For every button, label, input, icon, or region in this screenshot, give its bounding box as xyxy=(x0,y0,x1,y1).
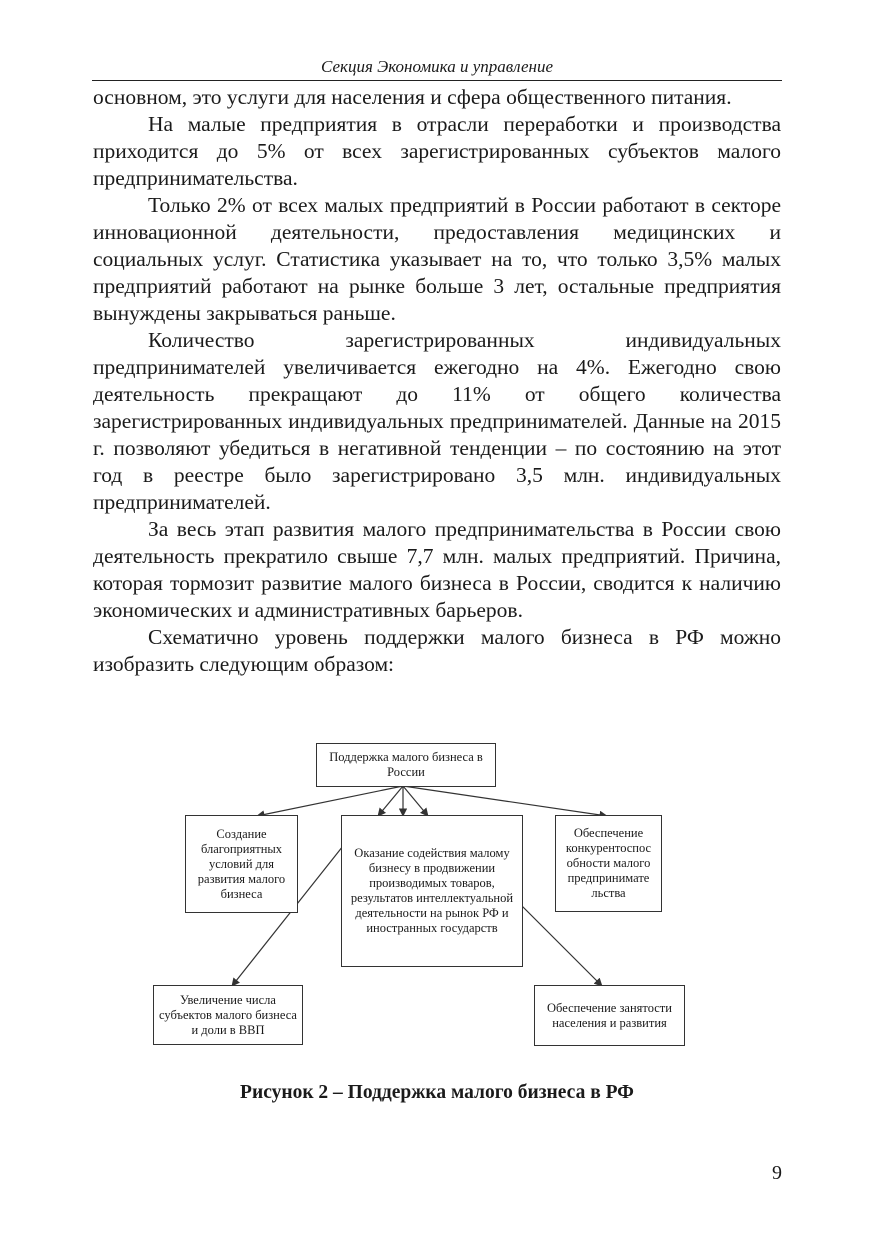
arrow-center-bottom-right xyxy=(520,904,602,986)
paragraph: Количество зарегистрированных индивидуальных предпринимателей увеличивается ежегодно на 4%. Ежегодно свою деятельность прекращают до 11% от общего количества зарегистрированных индивидуальных предпринимателей. Данные на 2015 г. позволяют убедиться в негативной тенденции – по состоянию на этот год в реестре было зарегистрировано 3,5 млн. индивидуальных предпринимателей. xyxy=(93,328,781,514)
paragraph: Только 2% от всех малых предприятий в России работают в секторе инновационной деятельности, предоставления медицинских и социальных услуг. Статистика указывает на то, что только 3,5% малых предприятий работают на рынке больше 3 лет, остальные предприятия вынуждены закрываться раньше. xyxy=(93,193,781,325)
paragraph: За весь этап развития малого предпринимательства в России свою деятельность прекратило свыше 7,7 млн. малых предприятий. Причина, которая тормозит развитие малого бизнеса в России, сводится к наличию экономических и административных барьеров. xyxy=(93,517,781,622)
paragraph: Схематично уровень поддержки малого бизнеса в РФ можно изобразить следующим образом: xyxy=(93,625,781,676)
diagram-left-box: Создание благоприятных условий для развития малого бизнеса xyxy=(185,815,298,913)
paragraph-continuation: основном, это услуги для населения и сфера общественного питания. xyxy=(93,85,732,109)
arrow-root-right xyxy=(403,786,607,816)
diagram-center-box: Оказание содействия малому бизнесу в продвижении производимых товаров, результатов интеллектуальной деятельности на рынок РФ и иностранных государств xyxy=(341,815,523,967)
page-number: 9 xyxy=(772,1162,782,1184)
figure-caption: Рисунок 2 – Поддержка малого бизнеса в РФ xyxy=(240,1082,634,1103)
diagram-root-box: Поддержка малого бизнеса в России xyxy=(316,743,496,787)
arrow-root-center-right xyxy=(403,786,428,816)
diagram-right-box: Обеспечение конкурентоспос обности малого предпринимате льства xyxy=(555,815,662,912)
paragraph: На малые предприятия в отрасли переработки и производства приходится до 5% от всех зарегистрированных субъектов малого предпринимательства. xyxy=(93,112,781,190)
diagram-bottom-right-box: Обеспечение занятости населения и развития xyxy=(534,985,685,1046)
diagram-bottom-left-box: Увеличение числа субъектов малого бизнеса и доли в ВВП xyxy=(153,985,303,1045)
running-header: Секция Экономика и управление xyxy=(321,57,553,76)
